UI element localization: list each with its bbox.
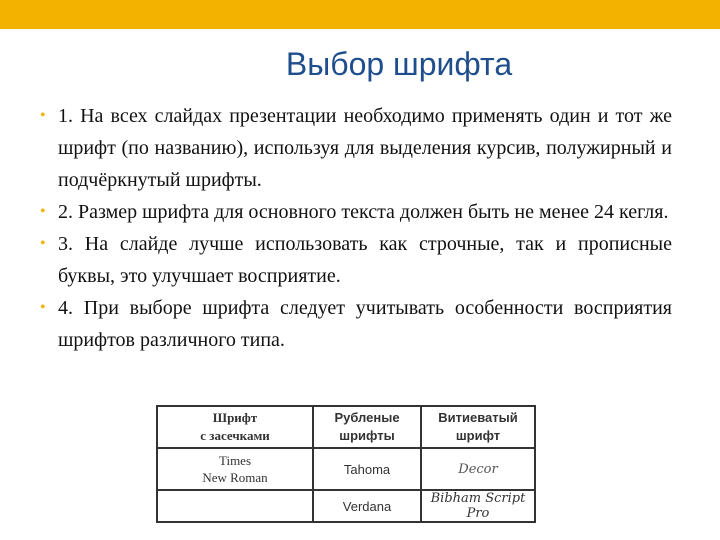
cell-empty [157, 490, 313, 522]
header-sans-fonts: Рубленые шрифты [313, 406, 421, 448]
header-serif-fonts: Шрифт с засечками [157, 406, 313, 448]
cell-verdana: Verdana [313, 490, 421, 522]
bullet-text: 3. На слайде лучше использовать как строчные, так и прописные буквы, это улучшает восприятие. [58, 233, 672, 287]
header-decorative-fonts: Витиеватый шрифт [421, 406, 535, 448]
bullet-dot-icon: • [40, 107, 46, 124]
bullet-dot-icon: • [40, 203, 46, 220]
bullet-text: 1. На всех слайдах презентации необходимо применять один и тот же шрифт (по названию), используя для выделения курсив, полужирный и подчёркнутый шрифты. [58, 105, 672, 191]
slide-title: Выбор шрифта [285, 46, 513, 82]
bullet-list [40, 100, 672, 356]
cell-times-new-roman: Times New Roman [157, 448, 313, 490]
bullet-item [40, 100, 672, 196]
table-row [157, 490, 535, 522]
bullet-item [40, 196, 672, 228]
bullet-text: 2. Размер шрифта для основного текста должен быть не менее 24 кегля. [58, 201, 669, 223]
cell-decor: Decor [421, 448, 535, 490]
cell-brush-script: Bibham Script Pro [421, 490, 535, 522]
bullet-text: 4. При выборе шрифта следует учитывать особенности восприятия шрифтов различного типа. [58, 297, 672, 351]
table-row [157, 448, 535, 490]
font-types-table [156, 405, 536, 523]
bullet-item [40, 228, 672, 292]
cell-tahoma: Tahoma [313, 448, 421, 490]
table-header-row [157, 406, 535, 448]
bullet-dot-icon: • [40, 299, 46, 316]
bullet-dot-icon: • [40, 235, 46, 252]
bullet-item [40, 292, 672, 356]
top-accent-bar [0, 0, 720, 29]
